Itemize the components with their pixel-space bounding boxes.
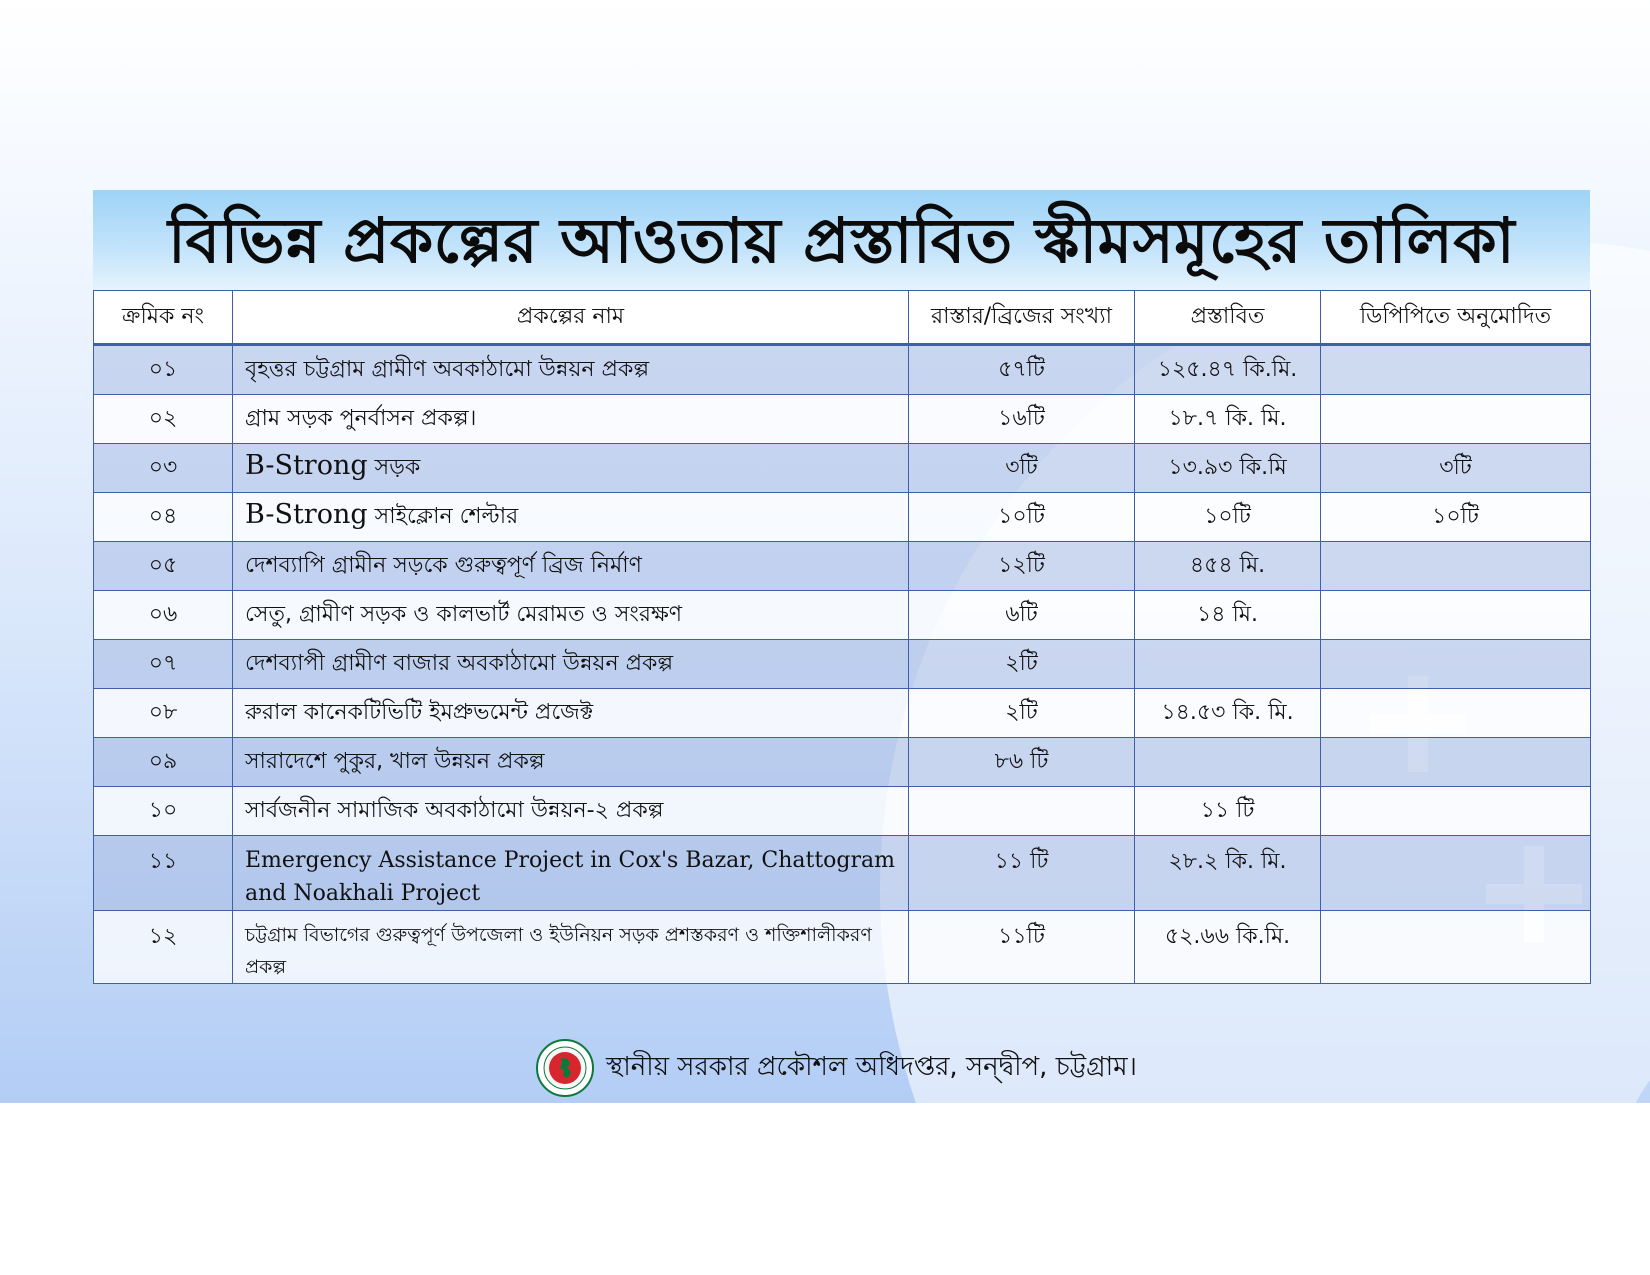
cell-project-name: সার্বজনীন সামাজিক অবকাঠামো উন্নয়ন-২ প্রকল্প xyxy=(233,787,909,836)
footer xyxy=(536,1038,1137,1098)
table-row xyxy=(94,787,1591,836)
cell-proposed: ২৮.২ কি. মি. xyxy=(1135,836,1321,911)
cell-approved xyxy=(1321,836,1591,911)
cell-count: ৩টি xyxy=(909,444,1135,493)
header-serial: ক্রমিক নং xyxy=(94,291,233,345)
project-name-bn: সাইক্লোন শেল্টার xyxy=(374,503,519,529)
cell-serial: ০৯ xyxy=(94,738,233,787)
cell-count: ১৬টি xyxy=(909,395,1135,444)
cell-count: ১১টি xyxy=(909,911,1135,984)
cell-count: ২টি xyxy=(909,640,1135,689)
cell-serial: ০৫ xyxy=(94,542,233,591)
cell-proposed: ১৪ মি. xyxy=(1135,591,1321,640)
cell-serial: ০৮ xyxy=(94,689,233,738)
cell-project-name xyxy=(233,444,909,493)
cell-proposed xyxy=(1135,738,1321,787)
cell-approved xyxy=(1321,738,1591,787)
cell-count: ১১ টি xyxy=(909,836,1135,911)
header-road-bridge-count: রাস্তার/ব্রিজের সংখ্যা xyxy=(909,291,1135,345)
cell-proposed: ১২৫.৪৭ কি.মি. xyxy=(1135,345,1321,395)
table-row xyxy=(94,444,1591,493)
cell-project-name: Emergency Assistance Project in Cox's Bazar, Chattogram and Noakhali Project xyxy=(233,836,909,911)
project-name-latin: B-Strong xyxy=(245,498,368,530)
table-row xyxy=(94,911,1591,984)
cell-approved xyxy=(1321,591,1591,640)
cell-approved xyxy=(1321,395,1591,444)
cell-count: ৮৬ টি xyxy=(909,738,1135,787)
cell-project-name: দেশব্যাপী গ্রামীণ বাজার অবকাঠামো উন্নয়ন প্রকল্প xyxy=(233,640,909,689)
header-dpp-approved: ডিপিপিতে অনুমোদিত xyxy=(1321,291,1591,345)
header-project-name: প্রকল্পের নাম xyxy=(233,291,909,345)
cell-approved: ৩টি xyxy=(1321,444,1591,493)
table-row xyxy=(94,640,1591,689)
header-proposed: প্রস্তাবিত xyxy=(1135,291,1321,345)
table-row xyxy=(94,836,1591,911)
table-row xyxy=(94,345,1591,395)
cell-proposed: ১৪.৫৩ কি. মি. xyxy=(1135,689,1321,738)
cell-approved xyxy=(1321,911,1591,984)
cell-proposed: ১৮.৭ কি. মি. xyxy=(1135,395,1321,444)
cell-serial: ০৭ xyxy=(94,640,233,689)
cell-count: ১২টি xyxy=(909,542,1135,591)
table-row xyxy=(94,395,1591,444)
cell-serial: ০২ xyxy=(94,395,233,444)
cell-approved xyxy=(1321,345,1591,395)
cell-proposed: ১১ টি xyxy=(1135,787,1321,836)
cell-count: ৫৭টি xyxy=(909,345,1135,395)
cell-serial: ১০ xyxy=(94,787,233,836)
table-row xyxy=(94,591,1591,640)
table-row xyxy=(94,738,1591,787)
cell-approved xyxy=(1321,689,1591,738)
cell-project-name xyxy=(233,493,909,542)
cell-serial: ০৩ xyxy=(94,444,233,493)
cell-approved xyxy=(1321,542,1591,591)
cell-project-name: গ্রাম সড়ক পুনর্বাসন প্রকল্প। xyxy=(233,395,909,444)
cell-count xyxy=(909,787,1135,836)
cell-serial: ০৬ xyxy=(94,591,233,640)
cell-project-name: দেশব্যাপি গ্রামীন সড়কে গুরুত্বপূর্ণ ব্রিজ নির্মাণ xyxy=(233,542,909,591)
government-seal-icon xyxy=(536,1039,594,1097)
table-row xyxy=(94,689,1591,738)
cell-count: ১০টি xyxy=(909,493,1135,542)
project-name-latin: B-Strong xyxy=(245,449,368,481)
footer-office-name: স্থানীয় সরকার প্রকৌশল অধিদপ্তর, সন্দ্বীপ, চট্টগ্রাম। xyxy=(606,1052,1137,1082)
cell-proposed: ১০টি xyxy=(1135,493,1321,542)
cell-serial: ০৪ xyxy=(94,493,233,542)
cell-approved: ১০টি xyxy=(1321,493,1591,542)
table-row xyxy=(94,493,1591,542)
page-title: বিভিন্ন প্রকল্পের আওতায় প্রস্তাবিত স্কীমসমূহের তালিকা xyxy=(167,204,1516,277)
cell-project-name: রুরাল কানেকটিভিটি ইমপ্রুভমেন্ট প্রজেক্ট xyxy=(233,689,909,738)
cell-project-name: চট্টগ্রাম বিভাগের গুরুত্বপূর্ণ উপজেলা ও ইউনিয়ন সড়ক প্রশস্তকরণ ও শক্তিশালীকরণ প্রকল্প xyxy=(233,911,909,984)
cell-serial: ১২ xyxy=(94,911,233,984)
cell-proposed xyxy=(1135,640,1321,689)
table-row xyxy=(94,542,1591,591)
schemes-table xyxy=(93,290,1591,984)
cell-proposed: ১৩.৯৩ কি.মি xyxy=(1135,444,1321,493)
cell-count: ৬টি xyxy=(909,591,1135,640)
cell-approved xyxy=(1321,640,1591,689)
table-header-row xyxy=(94,291,1591,345)
cell-proposed: ৪৫৪ মি. xyxy=(1135,542,1321,591)
cell-serial: ১১ xyxy=(94,836,233,911)
cell-project-name: সেতু, গ্রামীণ সড়ক ও কালভার্ট মেরামত ও সংরক্ষণ xyxy=(233,591,909,640)
cell-count: ২টি xyxy=(909,689,1135,738)
cell-serial: ০১ xyxy=(94,345,233,395)
project-name-bn: সড়ক xyxy=(374,454,421,480)
cell-proposed: ৫২.৬৬ কি.মি. xyxy=(1135,911,1321,984)
cell-project-name: বৃহত্তর চট্টগ্রাম গ্রামীণ অবকাঠামো উন্নয়ন প্রকল্প xyxy=(233,345,909,395)
cell-approved xyxy=(1321,787,1591,836)
cell-project-name: সারাদেশে পুকুর, খাল উন্নয়ন প্রকল্প xyxy=(233,738,909,787)
